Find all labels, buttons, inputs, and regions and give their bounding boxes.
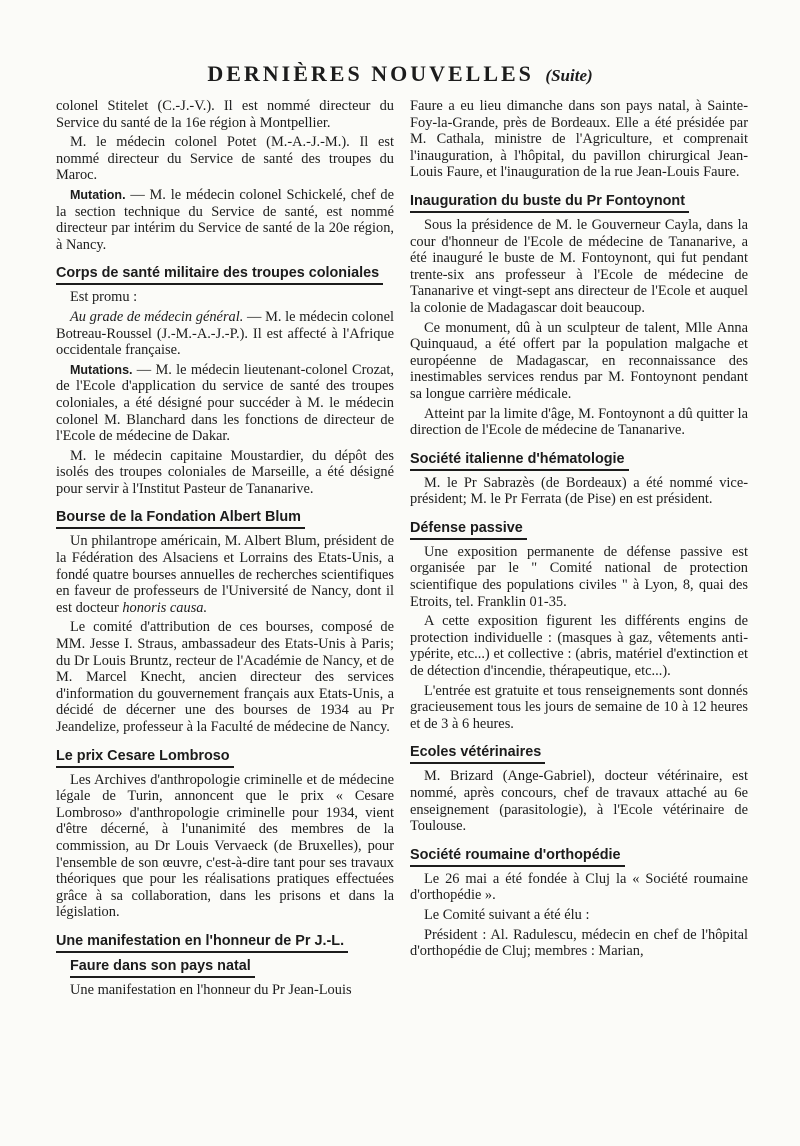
paragraph: Sous la présidence de M. le Gouverneur Cayla, dans la cour d'honneur de l'Ecole de médecine de Tananarive, a été inauguré le buste de M. Fontoynont, qui fut pendant trente-six ans professeur à l'Ecole de médecine de Tananarive et vingt-sept ans directeur de l'Ecole et auquel la colonie de Madagascar doit beaucoup. bbox=[410, 216, 748, 316]
paragraph: Les Archives d'anthropologie criminelle et de médecine légale de Turin, annoncent que le prix « Cesare Lombroso» d'anthropologie criminelle pour 1934, vient d'être décerné, à l'unanimité des membres de la commission, au Dr Louis Vervaeck (de Bruxelles), pour l'ensemble de son œuvre, c'est-à-dire tant pour ses travaux théoriques que pour les réalisations pratiques effectuées grâce à sa collaboration, dans les prisons et dans la législation. bbox=[56, 771, 394, 921]
suite-label: (Suite) bbox=[545, 66, 593, 85]
paragraph: L'entrée est gratuite et tous renseignements sont donnés gracieusement tous les jours de semaine de 10 à 12 heures et de 3 à 6 heures. bbox=[410, 682, 748, 732]
paragraph: Faure a eu lieu dimanche dans son pays natal, à Sainte-Foy-la-Grande, près de Bordeaux. Elle a été présidée par M. Cathala, ministre de l'Agriculture, et comprenait l'inauguration, à l'hôpital, du pavillon chirurgical Jean-Louis Faure, et l'inauguration de la rue Jean-Louis Faure. bbox=[410, 98, 748, 181]
lead-label: Mutation. bbox=[70, 187, 126, 202]
paragraph: Président : Al. Radulescu, médecin en chef de l'hôpital d'orthopédie de Cluj; membres : Marian, bbox=[410, 926, 748, 960]
paragraph: colonel Stitelet (C.-J.-V.). Il est nommé directeur du Service du santé de la 16e région à Montpellier. bbox=[56, 98, 394, 131]
paragraph: Le Comité suivant a été élu : bbox=[424, 906, 590, 923]
paragraph: A cette exposition figurent les différents engins de protection individuelle : (masques à gaz, vêtements anti-ypérite, etc...) et collective : (abris, matériel d'extinction et de détection d'incendie, thérapeutique, etc...). bbox=[410, 613, 748, 680]
right-column bbox=[410, 98, 748, 963]
section-heading: Ecoles vétérinaires bbox=[410, 743, 545, 764]
paragraph: M. le médecin capitaine Moustardier, du dépôt des isolés des troupes coloniales de Marseille, a été désigné pour servir à l'Institut Pasteur de Tananarive. bbox=[56, 447, 394, 497]
paragraph: Un philantrope américain, M. Albert Blum, président de la Fédération des Alsaciens et Lorrains des Etats-Unis, a fondé quatre bourses annuelles de recherches scientifiques en faveur de professeurs de l'Université de Nancy, dont il est docteur honoris causa. bbox=[56, 533, 394, 616]
paragraph: M. Brizard (Ange-Gabriel), docteur vétérinaire, est nommé, après concours, chef de travaux attaché au 6e enseignement (parasitologie), à l'Ecole vétérinaire de Toulouse. bbox=[410, 768, 748, 835]
paragraph: Une manifestation en l'honneur du Pr Jean-Louis bbox=[70, 981, 352, 998]
section-heading: Une manifestation en l'honneur de Pr J.-L. bbox=[56, 932, 348, 953]
paragraph: Est promu : bbox=[70, 289, 138, 306]
section-heading: Défense passive bbox=[410, 519, 527, 540]
paragraph: Mutations. — M. le médecin lieutenant-colonel Crozat, de l'Ecole d'application du service de santé des troupes coloniales, a été désigné pour succéder à M. le médecin colonel M. Blanchard dans les fonctions de directeur de l'Ecole de médecine de Dakar. bbox=[56, 361, 394, 445]
running-head bbox=[0, 60, 800, 90]
page-title: DERNIÈRES NOUVELLES bbox=[207, 61, 534, 86]
paragraph: Le comité d'attribution de ces bourses, composé de MM. Jesse I. Straus, ambassadeur des Etats-Unis à Paris; du Dr Louis Bruntz, recteur de l'Académie de Nancy, et de M. Marcel Knecht, ancien directeur des services d'information du gouvernement français aux Etats-Unis, a décidé de décerner une des bourses de 1934 au Pr Jeandelize, professeur à la Faculté de médecine de Nancy. bbox=[56, 619, 394, 735]
lead-label: Mutations. bbox=[70, 362, 133, 377]
section-heading: Le prix Cesare Lombroso bbox=[56, 747, 234, 768]
paragraph: Au grade de médecin général. — M. le médecin colonel Botreau-Roussel (J.-M.-A.-J.-P.). Il est affecté à l'Afrique occidentale française. bbox=[56, 308, 394, 359]
section-heading: Société italienne d'hématologie bbox=[410, 450, 629, 471]
paragraph: M. le Pr Sabrazès (de Bordeaux) a été nommé vice-président; M. le Pr Ferrata (de Pise) en est président. bbox=[410, 474, 748, 508]
paragraph: Le 26 mai a été fondée à Cluj la « Société roumaine d'orthopédie ». bbox=[410, 870, 748, 904]
section-heading: Faure dans son pays natal bbox=[70, 957, 255, 978]
paragraph: M. le médecin colonel Potet (M.-A.-J.-M.). Il est nommé directeur du Service de santé des troupes du Maroc. bbox=[56, 134, 394, 184]
section-heading: Corps de santé militaire des troupes coloniales bbox=[56, 264, 383, 285]
paragraph: Ce monument, dû à un sculpteur de talent, Mlle Anna Quinquaud, a été offert par la population malgache et européenne de Madagascar, en reconnaissance des inestimables services rendus par M. Fontoynont pendant sa longue carrière médicale. bbox=[410, 319, 748, 402]
section-heading: Société roumaine d'orthopédie bbox=[410, 846, 625, 867]
grade-label: Au grade de médecin général. bbox=[70, 308, 244, 325]
left-column bbox=[56, 98, 394, 1002]
section-heading: Bourse de la Fondation Albert Blum bbox=[56, 508, 305, 529]
paragraph: Une exposition permanente de défense passive est organisée par le " Comité national de protection scientifique des populations civiles " à Lyon, 8, quai des Etroits, tel. Franklin 01-35. bbox=[410, 543, 748, 610]
section-heading: Inauguration du buste du Pr Fontoynont bbox=[410, 192, 689, 213]
paragraph: Atteint par la limite d'âge, M. Fontoynont a dû quitter la direction de l'Ecole de médecine de Tananarive. bbox=[410, 405, 748, 439]
paragraph: Mutation. — M. le médecin colonel Schickelé, chef de la section technique du Service de santé, est nommé directeur par intérim du Service de santé de la 20e région, à Nancy. bbox=[56, 186, 394, 253]
